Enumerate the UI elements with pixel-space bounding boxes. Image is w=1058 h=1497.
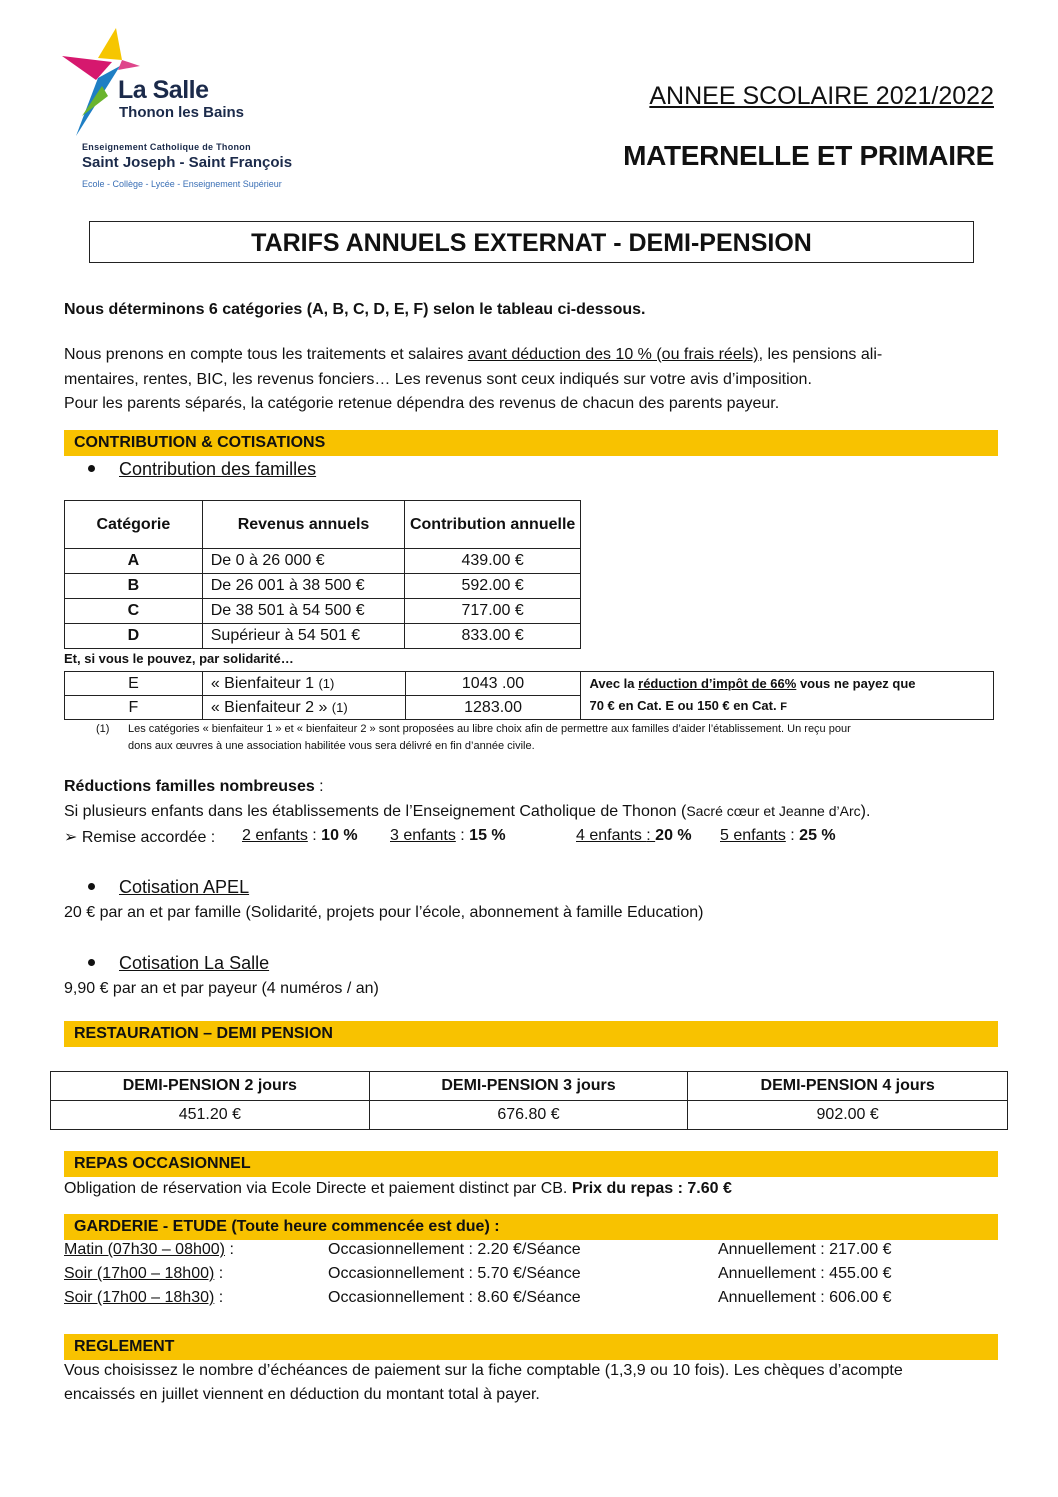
- footnote-line-1: Les catégories « bienfaiteur 1 » et « bienfaiteur 2 » sont proposées au libre choix afin de permettre aux familles d’aider l’établissement. Un reçu pour: [128, 723, 851, 735]
- document-title-box: TARIFS ANNUELS EXTERNAT - DEMI-PENSION: [89, 221, 974, 263]
- amount-cell: 902.00 €: [688, 1101, 1008, 1130]
- demi-pension-table: [50, 1071, 1008, 1130]
- income-cell: De 0 à 26 000 €: [202, 549, 405, 574]
- bullet-cotisation-apel: Cotisation APEL: [88, 877, 249, 898]
- label-cell: « Bienfaiteur 2 » (1): [202, 696, 405, 720]
- remise-line: ➢ Remise accordée :: [64, 829, 216, 846]
- footnote-number: (1): [96, 723, 110, 735]
- section-contribution: CONTRIBUTION & COTISATIONS: [64, 430, 998, 456]
- table-header: Revenus annuels: [202, 501, 405, 549]
- remise-4-enfants: 4 enfants : 20 %: [576, 827, 692, 844]
- amount-cell: 439.00 €: [405, 549, 581, 574]
- amount-cell: 1043 .00: [405, 672, 581, 696]
- reductions-text: Si plusieurs enfants dans les établissements de l’Enseignement Catholique de Thonon (Sacré cœur et Jeanne d’Arc).: [64, 803, 871, 820]
- reductions-title: Réductions familles nombreuses :: [64, 778, 324, 795]
- section-repas: REPAS OCCASIONNEL: [64, 1151, 998, 1177]
- table-header: Contribution annuelle: [405, 501, 581, 549]
- solidarity-label: Et, si vous le pouvez, par solidarité…: [64, 651, 294, 666]
- table-row: [65, 549, 581, 574]
- table-header: Catégorie: [65, 501, 203, 549]
- table-row: [65, 599, 581, 624]
- remise-2-enfants: 2 enfants : 10 %: [242, 827, 358, 844]
- garderie-label: Soir (17h00 – 18h30) :: [64, 1289, 224, 1306]
- income-cell: Supérieur à 54 501 €: [202, 624, 405, 649]
- table-row: [65, 624, 581, 649]
- intro-paragraph-line-3: Pour les parents séparés, la catégorie retenue dépendra des revenus de chacun des parents payeur.: [64, 395, 780, 412]
- intro-paragraph-line-2: mentaires, rentes, BIC, les revenus fonciers… Les revenus sont ceux indiqués sur votre avis d’imposition.: [64, 371, 812, 388]
- lasalle-text: 9,90 € par an et par payeur (4 numéros / an): [64, 980, 379, 997]
- garderie-label: Matin (07h30 – 08h00) :: [64, 1241, 234, 1258]
- garderie-annual: Annuellement : 455.00 €: [718, 1265, 892, 1282]
- category-cell: A: [65, 549, 203, 574]
- section-garderie: GARDERIE - ETUDE (Toute heure commencée est due) :: [64, 1214, 998, 1240]
- section-reglement: REGLEMENT: [64, 1334, 998, 1360]
- logo-subtitle: Thonon les Bains: [119, 104, 245, 121]
- garderie-occasional: Occasionnellement : 8.60 €/Séance: [328, 1289, 581, 1306]
- garderie-annual: Annuellement : 217.00 €: [718, 1241, 892, 1258]
- amount-cell: 833.00 €: [405, 624, 581, 649]
- reglement-line-2: encaissés en juillet viennent en déduction du montant total à payer.: [64, 1386, 540, 1403]
- garderie-label: Soir (17h00 – 18h00) :: [64, 1265, 224, 1282]
- category-cell: F: [65, 696, 203, 720]
- intro-bold: Nous déterminons 6 catégories (A, B, C, D, E, F) selon le tableau ci-dessous.: [64, 301, 646, 318]
- garderie-occasional: Occasionnellement : 2.20 €/Séance: [328, 1241, 581, 1258]
- level-title: MATERNELLE ET PRIMAIRE: [623, 140, 994, 171]
- logo-line-2: Saint Joseph - Saint François: [82, 154, 293, 171]
- school-logo: [62, 26, 292, 196]
- footnote-line-2: dons aux œuvres à une association habilitée vous sera délivré en fin d’année civile.: [128, 740, 535, 752]
- bullet-cotisation-lasalle: Cotisation La Salle: [88, 953, 269, 974]
- arrow-icon: ➢: [64, 829, 78, 846]
- category-cell: C: [65, 599, 203, 624]
- logo-line-1: Enseignement Catholique de Thonon: [82, 142, 251, 152]
- logo-title: La Salle: [118, 76, 209, 104]
- garderie-occasional: Occasionnellement : 5.70 €/Séance: [328, 1265, 581, 1282]
- tax-reduction-cell: Avec la réduction d’impôt de 66% vous ne payez que 70 € en Cat. E ou 150 € en Cat. F: [581, 672, 994, 720]
- amount-cell: 1283.00: [405, 696, 581, 720]
- repas-text: Obligation de réservation via Ecole Directe et paiement distinct par CB. Prix du repas : 7.60 €: [64, 1180, 732, 1197]
- benefactor-table: [64, 671, 994, 720]
- logo-line-3: Ecole - Collège - Lycée - Enseignement Supérieur: [82, 179, 282, 189]
- school-year-title: ANNEE SCOLAIRE 2021/2022: [649, 82, 994, 110]
- category-cell: B: [65, 574, 203, 599]
- amount-cell: 676.80 €: [369, 1101, 688, 1130]
- apel-text: 20 € par an et par famille (Solidarité, projets pour l’école, abonnement à famille Education): [64, 904, 704, 921]
- intro-paragraph-line-1: Nous prenons en compte tous les traitements et salaires avant déduction des 10 % (ou frais réels), les pensions ali-: [64, 346, 883, 363]
- remise-5-enfants: 5 enfants : 25 %: [720, 827, 836, 844]
- table-header: DEMI-PENSION 3 jours: [369, 1072, 688, 1101]
- bullet-icon: [88, 959, 95, 966]
- table-row: [65, 574, 581, 599]
- amount-cell: 592.00 €: [405, 574, 581, 599]
- remise-3-enfants: 3 enfants : 15 %: [390, 827, 506, 844]
- category-cell: E: [65, 672, 203, 696]
- income-cell: De 38 501 à 54 500 €: [202, 599, 405, 624]
- table-row: [51, 1101, 1008, 1130]
- label-cell: « Bienfaiteur 1 (1): [202, 672, 405, 696]
- bullet-icon: [88, 883, 95, 890]
- reglement-line-1: Vous choisissez le nombre d’échéances de paiement sur la fiche comptable (1,3,9 ou 10 fois). Les chèques d’acompte: [64, 1362, 903, 1379]
- amount-cell: 717.00 €: [405, 599, 581, 624]
- table-header: DEMI-PENSION 2 jours: [51, 1072, 370, 1101]
- contribution-table: [64, 500, 581, 649]
- garderie-annual: Annuellement : 606.00 €: [718, 1289, 892, 1306]
- bullet-contribution-familles: Contribution des familles: [88, 459, 316, 480]
- income-cell: De 26 001 à 38 500 €: [202, 574, 405, 599]
- table-header: DEMI-PENSION 4 jours: [688, 1072, 1008, 1101]
- section-restauration: RESTAURATION – DEMI PENSION: [64, 1021, 998, 1047]
- amount-cell: 451.20 €: [51, 1101, 370, 1130]
- category-cell: D: [65, 624, 203, 649]
- table-row: [65, 672, 994, 696]
- bullet-icon: [88, 465, 95, 472]
